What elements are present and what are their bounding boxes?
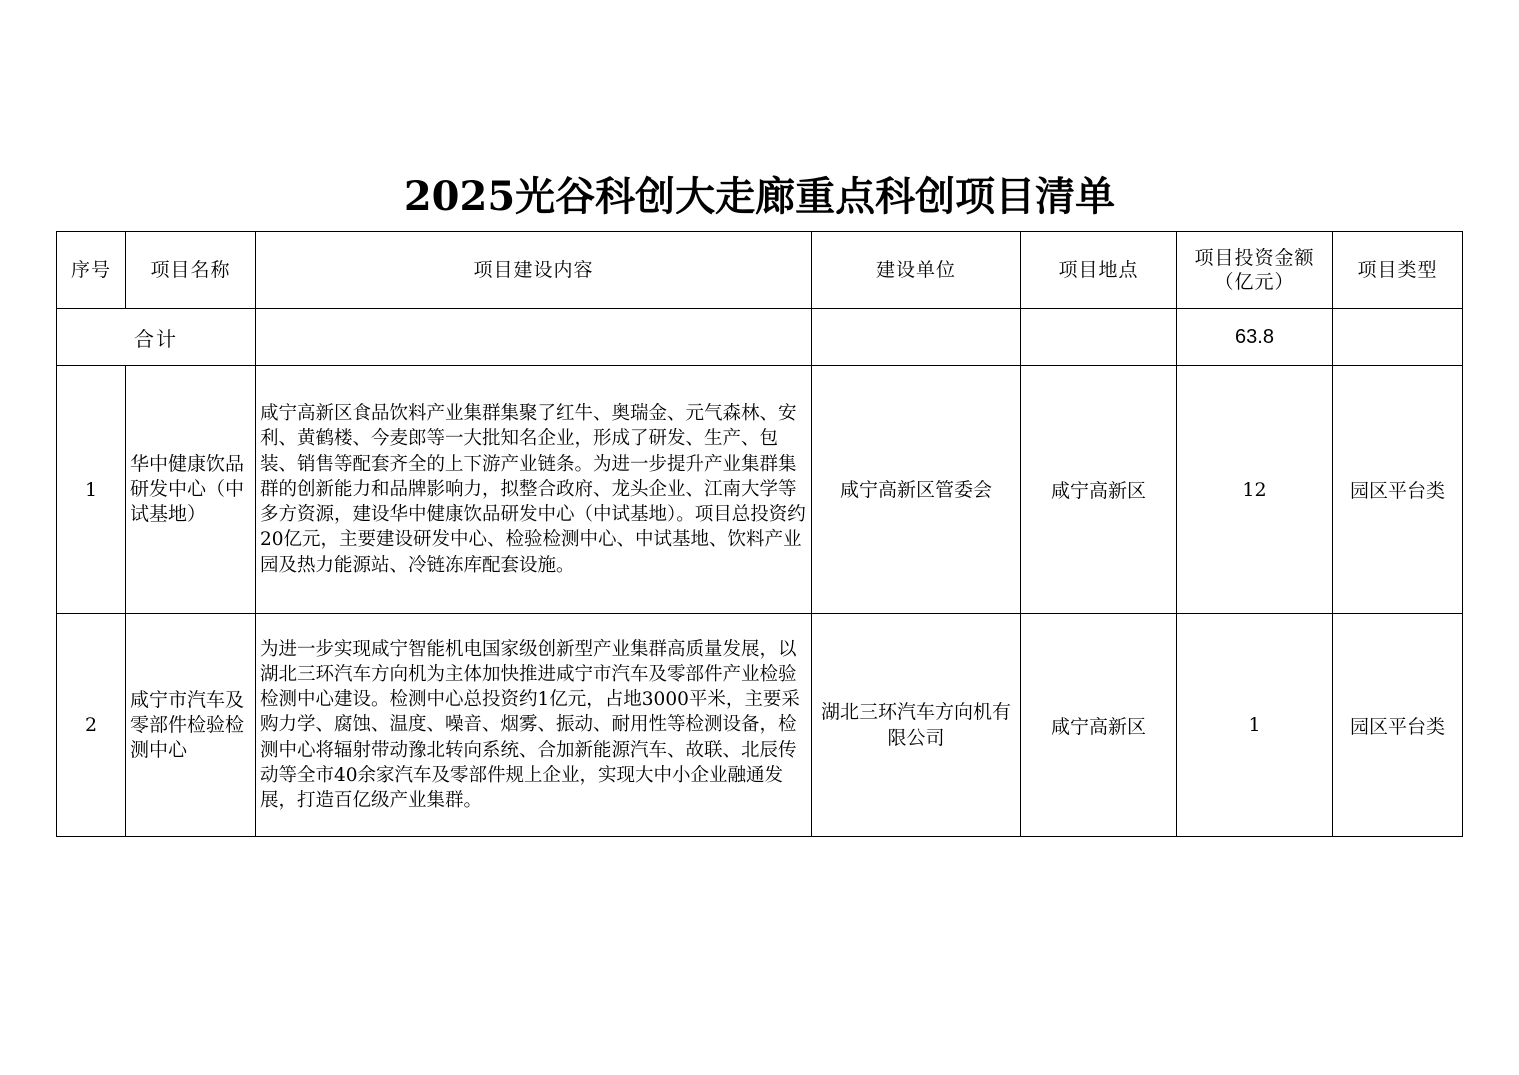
header-no: 序号 <box>57 232 126 309</box>
header-row <box>57 232 1463 309</box>
row-unit: 湖北三环汽车方向机有限公司 <box>812 614 1021 837</box>
summary-location-cell <box>1021 309 1177 366</box>
header-type: 项目类型 <box>1333 232 1463 309</box>
header-amount-line2: （亿元） <box>1214 271 1295 293</box>
header-content: 项目建设内容 <box>256 232 812 309</box>
summary-label: 合计 <box>57 309 256 366</box>
header-unit: 建设单位 <box>812 232 1021 309</box>
summary-row <box>57 309 1463 366</box>
row-location: 咸宁高新区 <box>1021 366 1177 614</box>
row-type: 园区平台类 <box>1333 614 1463 837</box>
project-table <box>56 231 1463 837</box>
row-location: 咸宁高新区 <box>1021 614 1177 837</box>
header-location: 项目地点 <box>1021 232 1177 309</box>
summary-amount: 63.8 <box>1177 309 1333 366</box>
document-title: 2025光谷科创大走廊重点科创项目清单 <box>403 173 1116 220</box>
row-amount: 12 <box>1177 366 1333 614</box>
row-content: 咸宁高新区食品饮料产业集群集聚了红牛、奥瑞金、元气森林、安利、黄鹤楼、今麦郎等一大批知名企业，形成了研发、生产、包装、销售等配套齐全的上下游产业链条。为进一步提升产业集群集群的创新能力和品牌影响力，拟整合政府、龙头企业、江南大学等多方资源，建设华中健康饮品研发中心（中试基地）。项目总投资约20亿元，主要建设研发中心、检验检测中心、中试基地、饮料产业园及热力能源站、冷链冻库配套设施。 <box>256 366 812 614</box>
row-amount: 1 <box>1177 614 1333 837</box>
header-amount <box>1177 232 1333 309</box>
row-unit: 咸宁高新区管委会 <box>812 366 1021 614</box>
summary-content-cell <box>256 309 812 366</box>
summary-unit-cell <box>812 309 1021 366</box>
summary-type-cell <box>1333 309 1463 366</box>
row-no: 1 <box>57 366 126 614</box>
header-amount-line1: 项目投资金额 <box>1194 247 1315 269</box>
row-type: 园区平台类 <box>1333 366 1463 614</box>
row-no: 2 <box>57 614 126 837</box>
row-content: 为进一步实现咸宁智能机电国家级创新型产业集群高质量发展，以湖北三环汽车方向机为主体加快推进咸宁市汽车及零部件产业检验检测中心建设。检测中心总投资约1亿元，占地3000平米，主要采购力学、腐蚀、温度、噪音、烟雾、振动、耐用性等检测设备，检测中心将辐射带动豫北转向系统、合加新能源汽车、故联、北辰传动等全市40余家汽车及零部件规上企业，实现大中小企业融通发展，打造百亿级产业集群。 <box>256 614 812 837</box>
row-name: 华中健康饮品研发中心（中试基地） <box>126 366 256 614</box>
table-row <box>57 614 1463 837</box>
header-name: 项目名称 <box>126 232 256 309</box>
table-row <box>57 366 1463 614</box>
row-name: 咸宁市汽车及零部件检验检测中心 <box>126 614 256 837</box>
